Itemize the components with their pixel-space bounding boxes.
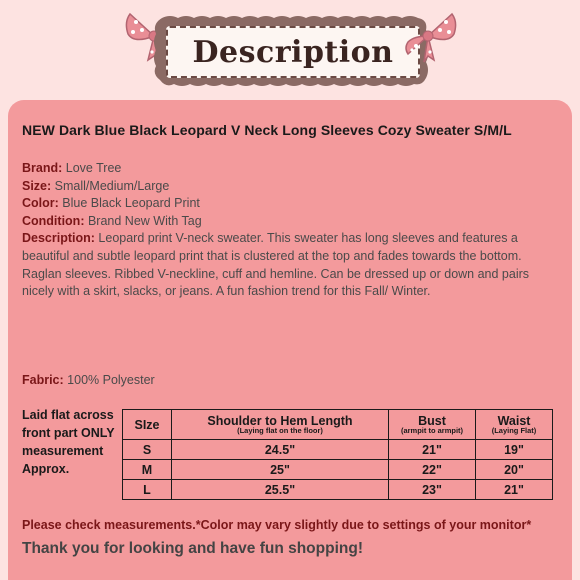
brand-label: Brand:: [22, 161, 63, 175]
description-label: Description:: [22, 231, 95, 246]
description-text: Leopard print V-neck sweater. This sweater has long sleeves and features a beautiful and subtle leopard print that is clustered at the top and fades towards the bottom. Raglan sleeves. Ribbed V-neckline, cuff and hemline. Can be dressed up or down and pairs nicely with a skirt, slacks, or jeans. A fun fashion trend for this Fall/ Winter.: [22, 231, 530, 299]
size-label: Size:: [22, 178, 52, 193]
description-row: [22, 230, 562, 300]
color-row: [22, 195, 562, 213]
description-banner: [0, 0, 580, 100]
listing-title: NEW Dark Blue Black Leopard V Neck Long Sleeves Cozy Sweater S/M/L: [22, 122, 512, 138]
condition-label: Condition:: [22, 213, 85, 228]
cell-shoulder: 25": [172, 460, 389, 480]
header-bust-label: Bust: [418, 413, 446, 428]
measurement-table: [122, 409, 553, 500]
table-row: [123, 460, 553, 480]
brand-row: [22, 160, 562, 178]
cell-size: S: [123, 440, 172, 460]
thank-you-message: Thank you for looking and have fun shopping!: [22, 540, 363, 557]
header-shoulder: [172, 410, 389, 440]
table-row: [123, 480, 553, 500]
cell-bust: 21": [389, 440, 476, 460]
brand-value: Love Tree: [65, 161, 122, 175]
color-label: Color:: [22, 196, 59, 211]
cell-shoulder: 25.5": [172, 480, 389, 500]
condition-row: [22, 213, 562, 231]
fabric-label: Fabric:: [22, 373, 64, 387]
cell-bust: 23": [389, 480, 476, 500]
header-waist-label: Waist: [497, 413, 531, 428]
size-row: [22, 178, 562, 196]
header-shoulder-note: (Laying flat on the floor): [237, 425, 323, 435]
fabric-row: [22, 373, 155, 387]
cell-waist: 20": [476, 460, 553, 480]
fabric-value: 100% Polyester: [67, 373, 155, 387]
header-waist-note: (Laying Flat): [491, 425, 537, 435]
polka-dot-bow-icon: [398, 8, 458, 68]
condition-value: Brand New With Tag: [87, 213, 202, 228]
header-bust-note: (armpit to armpit): [400, 425, 464, 435]
header-size: SIze: [123, 410, 172, 440]
header-bust: [389, 410, 476, 440]
banner-title: Description: [166, 26, 420, 78]
cell-waist: 19": [476, 440, 553, 460]
cell-waist: 21": [476, 480, 553, 500]
cell-size: L: [123, 480, 172, 500]
cell-size: M: [123, 460, 172, 480]
table-header-row: [123, 410, 553, 440]
description-panel: [8, 100, 572, 580]
cell-shoulder: 24.5": [172, 440, 389, 460]
size-value: Small/Medium/Large: [54, 178, 170, 193]
measurement-note: Please check measurements.*Color may vary slightly due to settings of your monitor*: [22, 518, 532, 532]
cell-bust: 22": [389, 460, 476, 480]
color-value: Blue Black Leopard Print: [62, 196, 200, 211]
header-shoulder-label: Shoulder to Hem Length: [207, 413, 353, 428]
listing-specs: [22, 160, 562, 301]
header-waist: [476, 410, 553, 440]
measurement-intro: Laid flat across front part ONLY measurement Approx.: [22, 408, 115, 476]
table-row: [123, 440, 553, 460]
